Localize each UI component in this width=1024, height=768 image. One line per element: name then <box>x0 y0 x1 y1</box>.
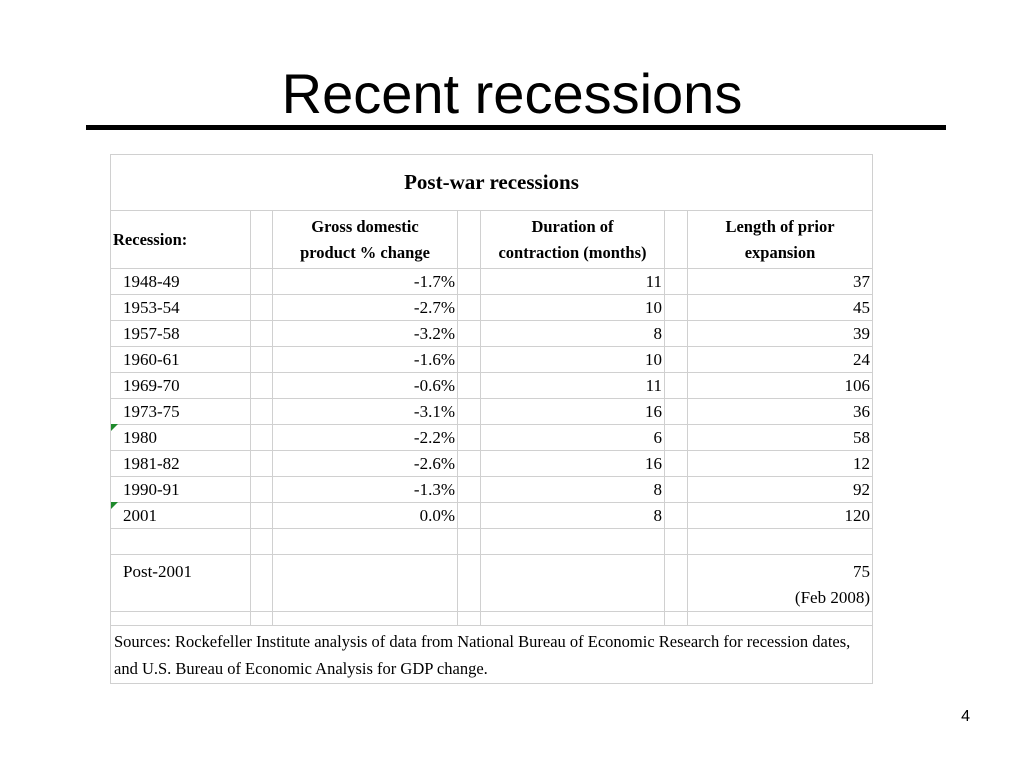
spacer-cell <box>251 612 273 626</box>
slide-title: Recent recessions <box>281 62 743 125</box>
spacer-cell <box>458 425 481 451</box>
empty-cell <box>273 529 458 555</box>
empty-cell <box>481 529 665 555</box>
spacer-cell <box>251 503 273 529</box>
gdp-change-cell: -1.3% <box>273 477 458 503</box>
recession-label: 1969-70 <box>111 373 251 399</box>
spacer-cell <box>458 269 481 295</box>
spacer-cell <box>665 347 688 373</box>
spacer-cell <box>458 529 481 555</box>
spacer-cell <box>665 477 688 503</box>
header-duration-line1: Duration of <box>531 216 614 236</box>
expansion-cell <box>688 555 873 612</box>
expansion-cell: 45 <box>688 295 873 321</box>
table-row <box>111 347 873 373</box>
table-row <box>111 503 873 529</box>
spacer-cell <box>665 503 688 529</box>
recession-label: 1948-49 <box>111 269 251 295</box>
duration-cell: 10 <box>481 347 665 373</box>
expansion-cell: 24 <box>688 347 873 373</box>
gdp-change-cell: -1.7% <box>273 269 458 295</box>
expansion-cell: 39 <box>688 321 873 347</box>
post-2001-row <box>111 555 873 612</box>
header-gdp-change <box>273 211 458 269</box>
header-expansion-line1: Length of prior <box>725 216 835 236</box>
duration-cell: 6 <box>481 425 665 451</box>
recessions-table <box>110 154 873 684</box>
spacer-cell <box>251 269 273 295</box>
blank-row <box>111 612 873 626</box>
spacer-cell <box>665 269 688 295</box>
spacer-cell <box>458 477 481 503</box>
empty-cell <box>273 612 458 626</box>
recession-label: 1960-61 <box>111 347 251 373</box>
spacer-cell <box>251 477 273 503</box>
header-gdp-line2: product % change <box>300 242 430 262</box>
comment-indicator-icon <box>111 424 118 431</box>
spacer-cell <box>251 451 273 477</box>
duration-cell: 10 <box>481 295 665 321</box>
expansion-cell: 120 <box>688 503 873 529</box>
blank-row <box>111 529 873 555</box>
spacer-cell <box>251 529 273 555</box>
duration-cell: 16 <box>481 399 665 425</box>
spacer-cell <box>458 347 481 373</box>
empty-cell <box>481 612 665 626</box>
empty-cell <box>273 555 458 612</box>
expansion-cell: 12 <box>688 451 873 477</box>
spacer-cell <box>251 321 273 347</box>
spacer-cell <box>251 211 273 269</box>
header-gdp-line1: Gross domestic <box>311 216 419 236</box>
duration-cell: 11 <box>481 269 665 295</box>
spacer-cell <box>251 295 273 321</box>
expansion-cell: 36 <box>688 399 873 425</box>
table-row <box>111 295 873 321</box>
duration-cell: 8 <box>481 321 665 347</box>
header-duration <box>481 211 665 269</box>
table-row <box>111 451 873 477</box>
table-row <box>111 425 873 451</box>
table-row <box>111 321 873 347</box>
recession-label: 1981-82 <box>111 451 251 477</box>
expansion-cell: 92 <box>688 477 873 503</box>
spacer-cell <box>251 555 273 612</box>
gdp-change-cell: -2.6% <box>273 451 458 477</box>
spacer-cell <box>251 347 273 373</box>
spacer-cell <box>458 612 481 626</box>
recession-label-cell <box>111 425 251 451</box>
spacer-cell <box>251 425 273 451</box>
empty-cell <box>481 555 665 612</box>
recessions-table-container <box>110 154 873 684</box>
post-2001-expansion: 75 <box>853 562 870 581</box>
table-row <box>111 373 873 399</box>
empty-cell <box>111 612 251 626</box>
spacer-cell <box>665 399 688 425</box>
gdp-change-cell: -2.2% <box>273 425 458 451</box>
recession-label: 1953-54 <box>111 295 251 321</box>
spacer-cell <box>665 451 688 477</box>
spacer-cell <box>458 503 481 529</box>
header-recession: Recession: <box>111 211 251 269</box>
gdp-change-cell: 0.0% <box>273 503 458 529</box>
table-row <box>111 269 873 295</box>
duration-cell: 8 <box>481 503 665 529</box>
spacer-cell <box>458 211 481 269</box>
spacer-cell <box>665 425 688 451</box>
title-underline <box>86 125 946 130</box>
gdp-change-cell: -1.6% <box>273 347 458 373</box>
recession-label: 1957-58 <box>111 321 251 347</box>
spacer-cell <box>665 529 688 555</box>
spacer-cell <box>665 555 688 612</box>
empty-cell <box>688 612 873 626</box>
header-prior-expansion <box>688 211 873 269</box>
expansion-cell: 37 <box>688 269 873 295</box>
table-row <box>111 399 873 425</box>
table-caption: Post-war recessions <box>111 155 873 211</box>
spacer-cell <box>458 373 481 399</box>
header-duration-line2: contraction (months) <box>498 242 647 262</box>
spacer-cell <box>458 399 481 425</box>
sources-row <box>111 626 873 684</box>
duration-cell: 8 <box>481 477 665 503</box>
empty-cell <box>111 529 251 555</box>
sources-note: Sources: Rockefeller Institute analysis of data from National Bureau of Economic Research for recession dates, and U.S. Bureau of Economic Analysis for GDP change. <box>111 626 873 684</box>
spacer-cell <box>665 373 688 399</box>
recession-label: 1990-91 <box>111 477 251 503</box>
recession-label: 1973-75 <box>111 399 251 425</box>
recession-label: Post-2001 <box>111 555 251 612</box>
spacer-cell <box>665 295 688 321</box>
duration-cell: 16 <box>481 451 665 477</box>
duration-cell: 11 <box>481 373 665 399</box>
spacer-cell <box>458 321 481 347</box>
spacer-cell <box>665 211 688 269</box>
gdp-change-cell: -3.1% <box>273 399 458 425</box>
comment-indicator-icon <box>111 502 118 509</box>
post-2001-note: (Feb 2008) <box>794 588 870 607</box>
spacer-cell <box>458 451 481 477</box>
expansion-cell: 106 <box>688 373 873 399</box>
spacer-cell <box>251 373 273 399</box>
spacer-cell <box>251 399 273 425</box>
spacer-cell <box>458 295 481 321</box>
table-row <box>111 477 873 503</box>
page-number: 4 <box>961 708 970 725</box>
gdp-change-cell: -0.6% <box>273 373 458 399</box>
gdp-change-cell: -3.2% <box>273 321 458 347</box>
spacer-cell <box>665 321 688 347</box>
recession-label-cell <box>111 503 251 529</box>
gdp-change-cell: -2.7% <box>273 295 458 321</box>
recession-label: 1980 <box>123 427 157 447</box>
expansion-cell: 58 <box>688 425 873 451</box>
spacer-cell <box>665 612 688 626</box>
header-expansion-line2: expansion <box>744 242 816 262</box>
empty-cell <box>688 529 873 555</box>
recession-label: 2001 <box>123 505 157 525</box>
spacer-cell <box>458 555 481 612</box>
